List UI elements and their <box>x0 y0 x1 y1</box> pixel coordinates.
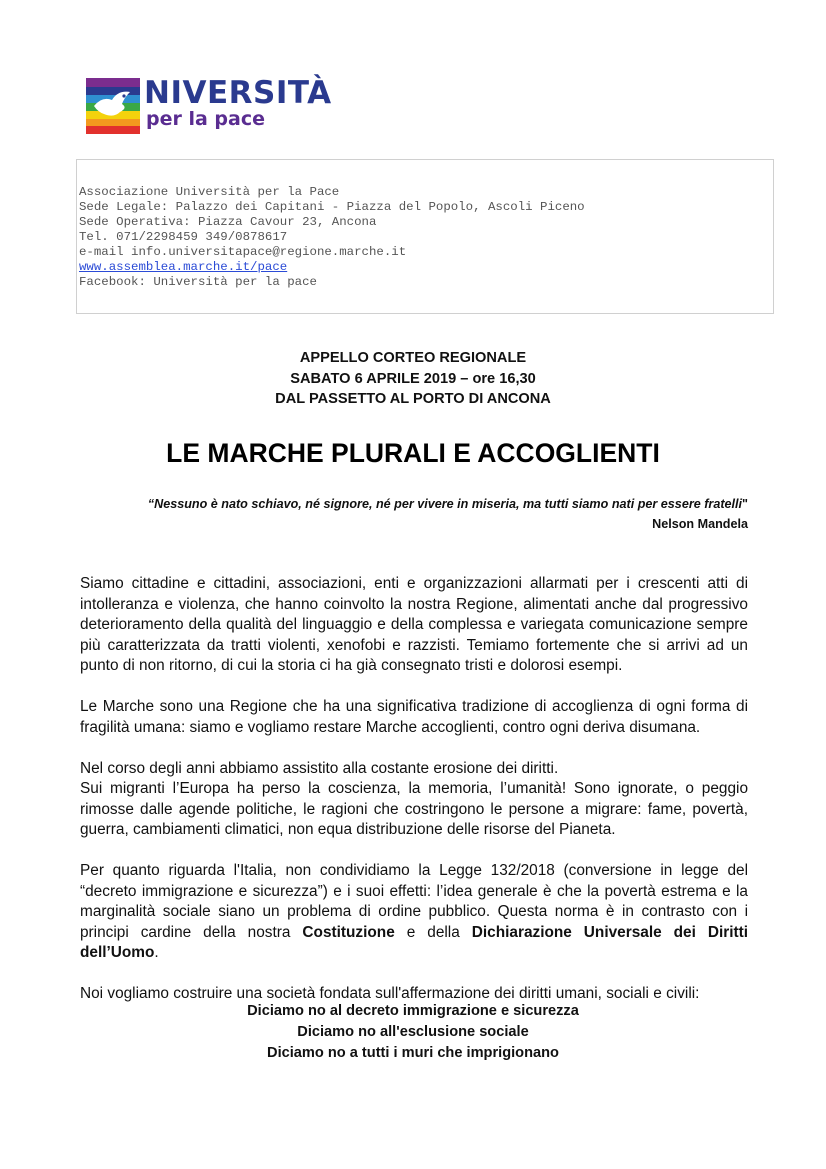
paragraph-3-line-1: Nel corso degli anni abbiamo assistito alla costante erosione dei diritti. <box>80 759 559 777</box>
paragraph-2: Le Marche sono una Regione che ha una significativa tradizione di accoglienza di ogni forma di fragilità umana: siamo e vogliamo restare Marche accoglienti, contro ogni deriva disumana. <box>80 698 748 736</box>
logo-title: NIVERSITÀ <box>144 75 332 111</box>
paragraph-4 <box>80 861 748 964</box>
paragraph-3-line-2: Sui migranti l’Europa ha perso la coscienza, la memoria, l’umanità! Sono ignorate, o peggio rimosse dalle agende politiche, le ragioni che costringono le persone a migrare: fame, povertà, guerra, cambiamenti climatici, non equa distribuzione delle risorse del Pianeta. <box>80 780 748 838</box>
constitution-emphasis: Costituzione <box>302 923 395 941</box>
paragraph-3 <box>80 759 748 841</box>
contact-email: e-mail info.universitapace@regione.marche.it <box>79 245 407 259</box>
quote-text: “Nessuno è nato schiavo, né signore, né per vivere in miseria, ma tutti siamo nati per essere fratelli <box>147 497 743 511</box>
paragraph-1: Siamo cittadine e cittadini, associazioni, enti e organizzazioni allarmati per i crescenti atti di intolleranza e violenza, che hanno coinvolto la nostra Regione, alimentati anche dal progressivo deterioramento della qualità del linguaggio e della complessa e variegata comunicazione sempre più caratterizzata da tratti violenti, xenofobi e razzisti. Temiamo fortemente che si arrivi ad un punto di non ritorno, di cui la storia ci ha già consegnato tristi e dolorosi esempi. <box>80 575 748 674</box>
paragraph-4-text: Per quanto riguarda l'Italia, non condividiamo la Legge 132/2018 (conversione in legge del “decreto immigrazione e sicurezza”) e i suoi effetti: l’idea generale è che la povertà estrema e la marginalità sociale siano un problema di ordine pubblico. Questa norma è in contrasto con i principi cardine della nostra <box>80 862 748 941</box>
paragraph-5: Noi vogliamo costruire una società fondata sull'affermazione dei diritti umani, sociali e civili: <box>80 985 700 1002</box>
website-link[interactable]: www.assemblea.marche.it/pace <box>79 260 288 274</box>
paragraph-4-mid: e della <box>394 923 472 941</box>
quote-author: Nelson Mandela <box>652 517 748 531</box>
slogan-1: Diciamo no al decreto immigrazione e sicurezza <box>247 1003 579 1019</box>
contact-facebook: Facebook: Università per la pace <box>79 275 317 289</box>
contact-operative-seat: Sede Operativa: Piazza Cavour 23, Ancona <box>79 215 377 229</box>
slogan-2: Diciamo no all'esclusione sociale <box>297 1024 529 1040</box>
route-line: DAL PASSETTO AL PORTO DI ANCONA <box>275 391 551 407</box>
contact-box <box>76 159 774 314</box>
rainbow-u-dove-icon <box>84 76 142 136</box>
declaration-emphasis: Dichiarazione Universale dei Diritti dell’Uomo <box>80 923 749 961</box>
date-line: SABATO 6 APRILE 2019 – ore 16,30 <box>290 370 536 387</box>
logo <box>84 76 354 138</box>
quote-block <box>114 494 748 534</box>
appeal-header <box>0 348 826 410</box>
page-title: LE MARCHE PLURALI E ACCOGLIENTI <box>166 438 660 468</box>
appeal-line: APPELLO CORTEO REGIONALE <box>299 350 527 366</box>
contact-phone: Tel. 071/2298459 349/0878617 <box>79 230 288 244</box>
body-text <box>80 574 748 1025</box>
paragraph-4-end: . <box>154 944 159 961</box>
contact-legal-seat: Sede Legale: Palazzo dei Capitani - Piazza del Popolo, Ascoli Piceno <box>79 200 585 214</box>
contact-association: Associazione Università per la Pace <box>79 185 340 199</box>
quote-close: " <box>742 497 748 511</box>
logo-subtitle: per la pace <box>146 108 265 130</box>
slogans <box>0 1001 826 1064</box>
slogan-3: Diciamo no a tutti i muri che imprigionano <box>267 1045 559 1061</box>
